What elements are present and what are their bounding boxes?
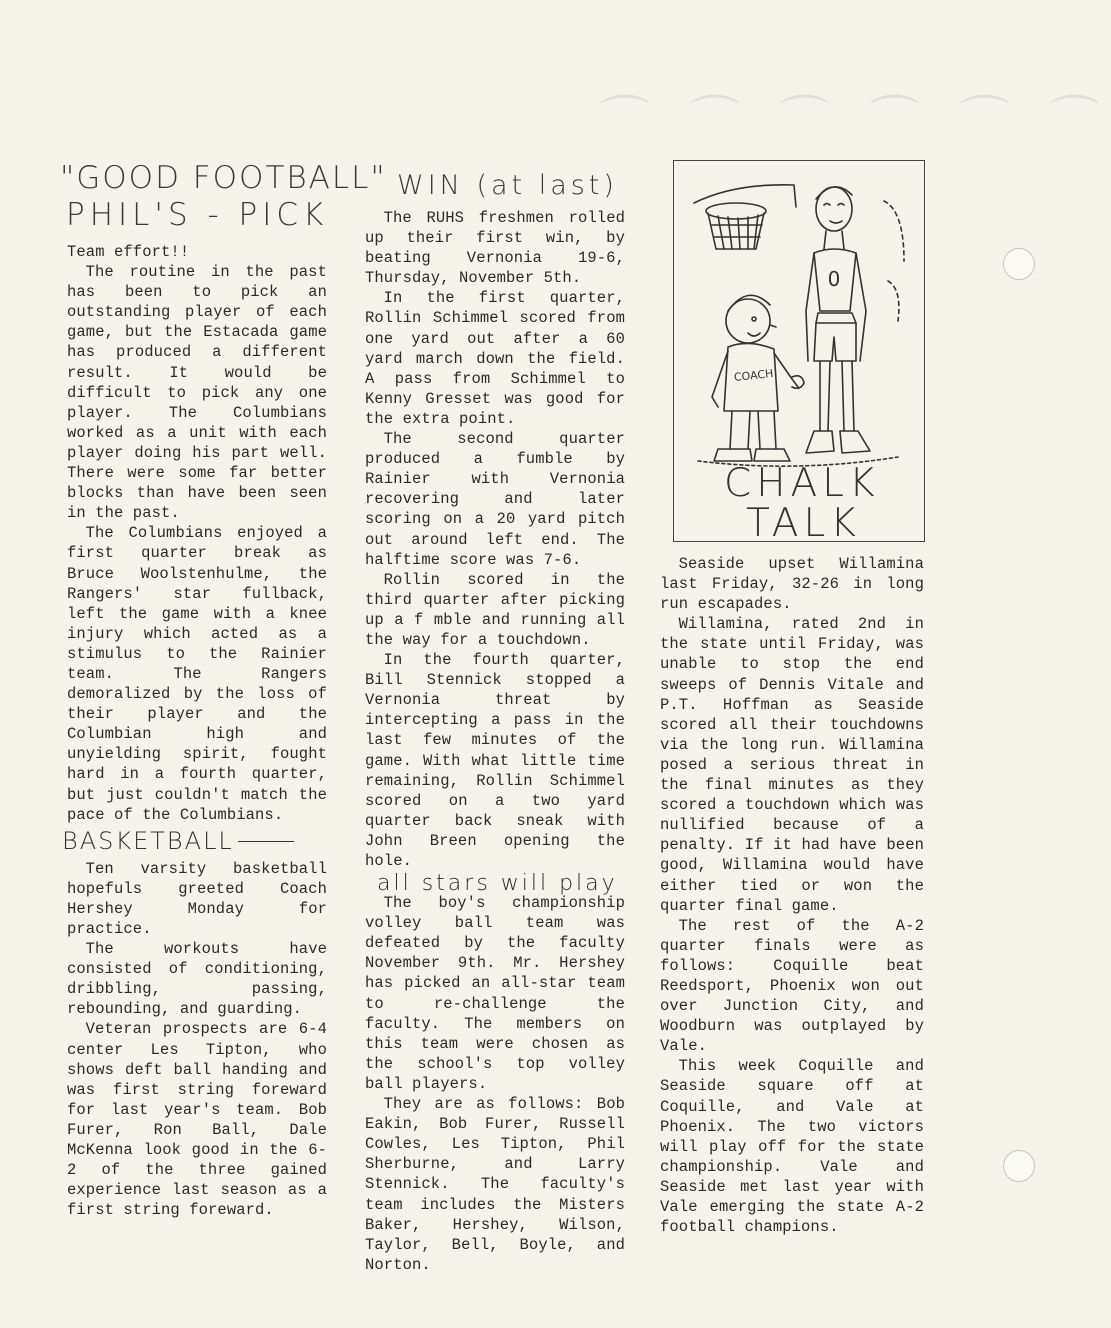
win-paragraph: Rollin scored in the third quarter after picking up a f mble and running all the way for a touchdown. [365, 570, 625, 649]
jersey-number: 0 [827, 267, 841, 291]
basketball-headline [62, 827, 327, 855]
chalk-talk-cartoon [673, 160, 925, 546]
chalktalk-paragraph: Willamina, rated 2nd in the state until Friday, was unable to stop the end sweeps of Dennis Vitale and P.T. Hoffman as Seaside scored all their touchdowns via the long run. Willamina posed a serious threat in the final minutes as they scored a touchdown which was nullified because of a penalty. If it had have been good, Willamina would have either tied or won the quarter final game. [660, 615, 924, 915]
column-middle [365, 208, 625, 1275]
basketball-paragraph: Veteran prospects are 6-4 center Les Tipton, who shows deft ball handing and was first string foreward for last year's team. Bob Furer, Ron Ball, Dale McKenna look good in the 6-2 of the three gained experience last season as a first string foreward. [67, 1020, 327, 1220]
chalktalk-paragraph: Seaside upset Willamina last Friday, 32-26 in long run escapades. [660, 555, 924, 614]
bleed-through-decoration: ⌒ ⌒ ⌒ ⌒ ⌒ ⌒ [600, 91, 1111, 149]
win-headline: WIN (at last) [397, 170, 618, 201]
allstars-paragraph: They are as follows: Bob Eakin, Bob Furer, Russell Cowles, Les Tipton, Phil Sherburne, and Larry Stennick. The faculty's team includes the Misters Baker, Hershey, Wilson, Taylor, Bell, Boyle, and Norton. [365, 1095, 625, 1274]
basketball-paragraph: Ten varsity basketball hopefuls greeted Coach Hershey Monday for practice. [67, 859, 327, 938]
win-paragraph: In the fourth quarter, Bill Stennick stopped a Vernonia threat by intercepting a pass in the last few minutes of the game. With what little time remaining, Rollin Schimmel scored on a two yard quarter back sneak with John Breen opening the hole. [365, 651, 625, 870]
basketball-paragraph: The workouts have consisted of conditioning, dribbling, passing, rebounding, and guarding. [67, 940, 327, 1019]
win-paragraph: The RUHS freshmen rolled up their first win, by beating Vernonia 19-6, Thursday, November 5th. [365, 209, 625, 288]
coach-shirt-label: COACH [733, 366, 774, 385]
punch-hole-bottom [1003, 1150, 1035, 1182]
chalktalk-paragraph: This week Coquille and Seaside square off at Coquille, and Vale at Phoenix. The two victors will play off for the state championship. Vale and Seaside met last year with Vale emerging the state A-2 football champions. [660, 1057, 924, 1237]
allstars-paragraph: The boy's championship volley ball team was defeated by the faculty November 9th. Mr. Hershey has picked an all-star team to re-challenge the faculty. The members on this team were chosen as the school's top volley ball players. [365, 894, 625, 1093]
column-left [62, 242, 327, 1220]
football-headline-line2: PHIL'S - PICK [66, 197, 329, 233]
football-paragraph: Team effort!! [67, 243, 190, 261]
basketball-headline-text: BASKETBALL [62, 826, 234, 855]
football-paragraph: The Columbians enjoyed a first quarter break as Bruce Woolstenhulme, the Rangers' star fullback, left the game with a knee injury which acted as a stimulus to the Rainier team. The Rangers demoralized by the loss of their player and the Columbian high and unyielding spirit, fought hard in a fourth quarter, but just couldn't match the pace of the Columbians. [67, 524, 327, 824]
allstars-headline: all stars will play [377, 871, 618, 897]
win-paragraph: The second quarter produced a fumble by Rainier with Vernonia recovering and later scoring on a 20 yard pitch out around left end. The halftime score was 7-6. [365, 430, 625, 569]
football-paragraph: The routine in the past has been to pick an outstanding player of each game, but the Estacada game has produced a different result. It would be difficult to pick any one player. The Columbians worked as a unit with each player doing his part well. There were some far better blocks than have been seen in the past. [67, 263, 327, 523]
football-headline-line1: "GOOD FOOTBALL" [60, 160, 387, 196]
cartoon-title-line1: CHALK [724, 461, 880, 506]
chalktalk-paragraph: The rest of the A-2 quarter finals were as follows: Coquille beat Reedsport, Phoenix won out over Junction City, and Woodburn was outplayed by Vale. [660, 916, 924, 1056]
column-right [660, 554, 924, 1237]
headline-rule [238, 841, 294, 842]
win-paragraph: In the first quarter, Rollin Schimmel scored from one yard out after a 60 yard march down the field. A pass from Schimmel to Kenny Gresset was good for the extra point. [365, 289, 625, 428]
hoop-rim [706, 203, 766, 219]
cartoon-title-line2: TALK [746, 501, 861, 546]
punch-hole-top [1003, 248, 1035, 280]
